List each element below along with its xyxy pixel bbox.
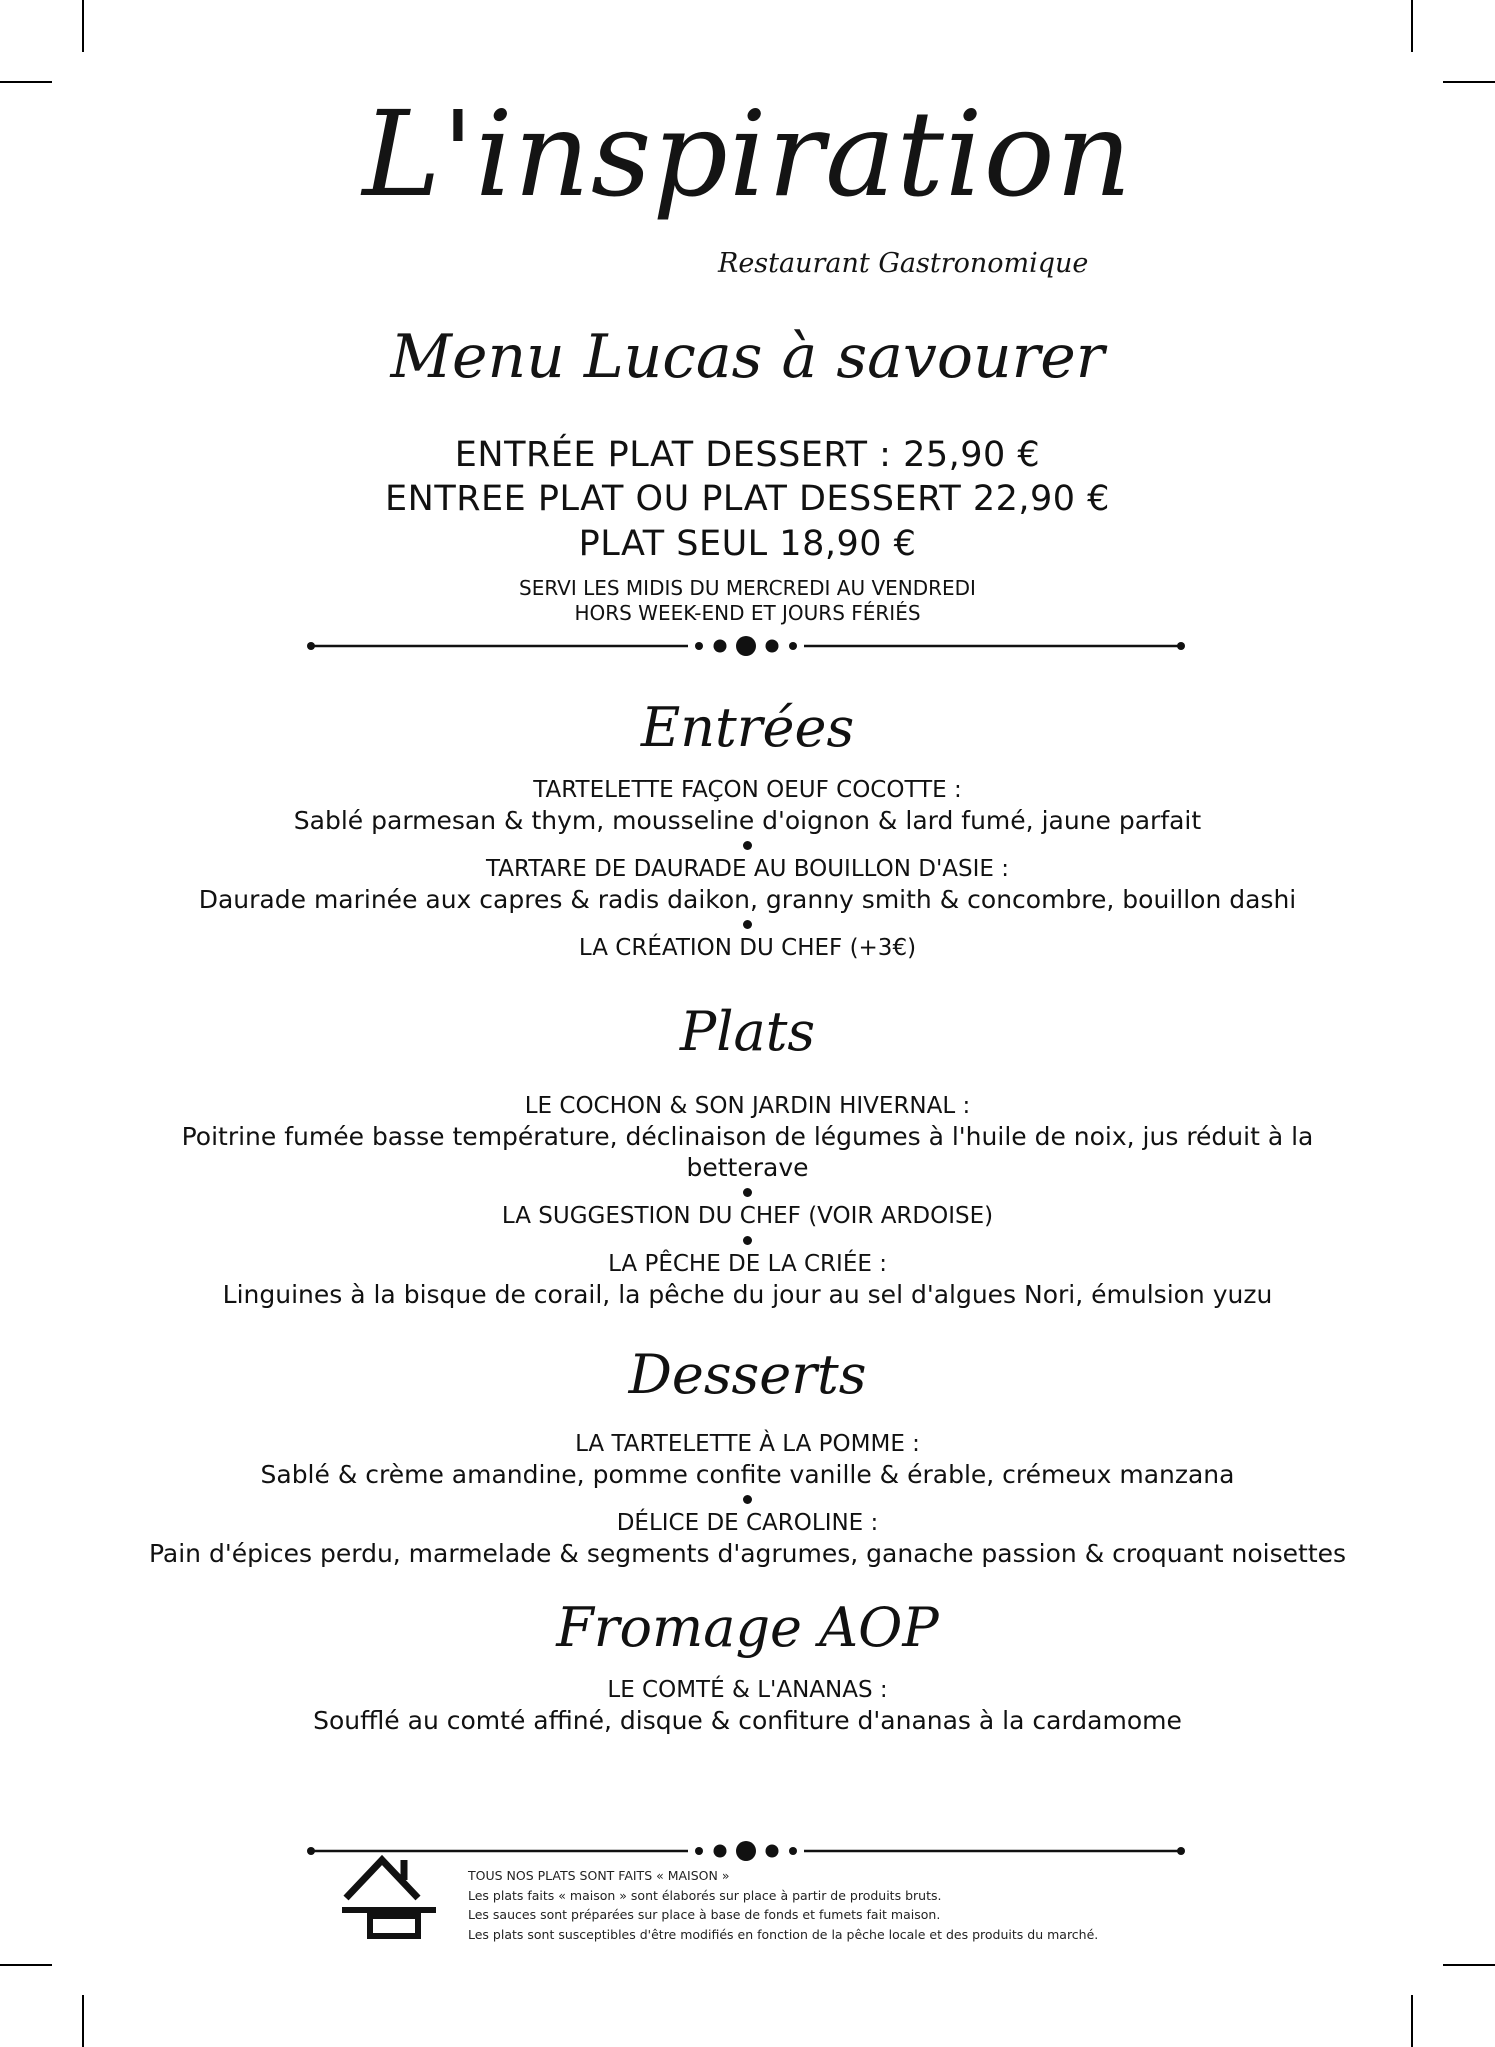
fromage-list [0, 1676, 1495, 1736]
crop-mark [0, 81, 52, 83]
crop-mark [1411, 0, 1413, 52]
dish-name: TARTARE DE DAURADE AU BOUILLON D'ASIE : [485, 856, 1010, 882]
dish-description: Pain d'épices perdu, marmelade & segments d'agrumes, ganache passion & croquant noisettes [148, 1539, 1347, 1568]
crop-mark [1443, 1964, 1495, 1966]
crop-mark [82, 1995, 84, 2047]
dish-description: Daurade marinée aux capres & radis daikon, granny smith & concombre, bouillon dashi [198, 885, 1297, 914]
section-title-entrees: Entrées [640, 696, 855, 759]
restaurant-logo-name: L'inspiration [362, 85, 1133, 223]
footer-line: Les sauces sont préparées sur place à base de fonds et fumets fait maison. [468, 1907, 941, 1922]
dish-description: Soufflé au comté affiné, disque & confiture d'ananas à la cardamome [313, 1706, 1182, 1735]
menu-title: Menu Lucas à savourer [390, 322, 1105, 392]
desserts-list [0, 1430, 1495, 1569]
service-note: SERVI LES MIDIS DU MERCREDI AU VENDREDI [519, 576, 976, 600]
price-line: ENTREE PLAT OU PLAT DESSERT 22,90 € [385, 479, 1110, 519]
dish-description: betterave [686, 1153, 809, 1182]
bullet-separator [743, 1495, 752, 1504]
dish-description: Linguines à la bisque de corail, la pêche du jour au sel d'algues Nori, émulsion yuzu [222, 1280, 1273, 1309]
dish-name: LA SUGGESTION DU CHEF (VOIR ARDOISE) [501, 1203, 994, 1229]
footer-line: Les plats sont susceptibles d'être modifiés en fonction de la pêche locale et des produits du marché. [468, 1926, 1099, 1942]
entrees-list [0, 776, 1495, 963]
dish-name: TARTELETTE FAÇON OEUF COCOTTE : [533, 777, 962, 803]
footer-line: Les plats faits « maison » sont élaborés sur place à partir de produits bruts. [468, 1887, 942, 1903]
dish-name: LA CRÉATION DU CHEF (+3€) [578, 935, 917, 961]
ornamental-divider [306, 1839, 1186, 1863]
dish-name: LA PÊCHE DE LA CRIÉE : [608, 1251, 887, 1277]
dish-description: Sablé & crème amandine, pomme confite vanille & érable, crémeux manzana [260, 1460, 1235, 1489]
bullet-separator [743, 1188, 752, 1197]
dish-name: LE COMTÉ & L'ANANAS : [607, 1677, 888, 1703]
crop-mark [1443, 81, 1495, 83]
footer-line: TOUS NOS PLATS SONT FAITS « MAISON » [468, 1868, 730, 1883]
section-title-fromage: Fromage AOP [556, 1596, 939, 1659]
section-title-plats: Plats [679, 1000, 816, 1063]
dish-description: Sablé parmesan & thym, mousseline d'oignon & lard fumé, jaune parfait [293, 806, 1202, 835]
bullet-separator [743, 920, 752, 929]
bullet-separator [743, 841, 752, 850]
section-title-desserts: Desserts [628, 1343, 867, 1406]
service-note: HORS WEEK-END ET JOURS FÉRIÉS [574, 601, 921, 625]
bullet-separator [743, 1236, 752, 1245]
crop-mark [82, 0, 84, 52]
dish-name: LE COCHON & SON JARDIN HIVERNAL : [524, 1093, 971, 1119]
house-maison-icon [342, 1852, 436, 1940]
dish-name: DÉLICE DE CAROLINE : [616, 1510, 879, 1536]
price-line: PLAT SEUL 18,90 € [578, 524, 917, 564]
dish-name: LA TARTELETTE À LA POMME : [575, 1431, 920, 1457]
price-line: ENTRÉE PLAT DESSERT : 25,90 € [454, 435, 1041, 475]
plats-list [0, 1092, 1495, 1310]
ornamental-divider [306, 634, 1186, 658]
dish-description: Poitrine fumée basse température, déclinaison de légumes à l'huile de noix, jus réduit à la [181, 1122, 1314, 1151]
crop-mark [1411, 1995, 1413, 2047]
footer-note [468, 1866, 1098, 1944]
crop-mark [0, 1964, 52, 1966]
restaurant-logo-subtitle: Restaurant Gastronomique [718, 248, 1089, 279]
